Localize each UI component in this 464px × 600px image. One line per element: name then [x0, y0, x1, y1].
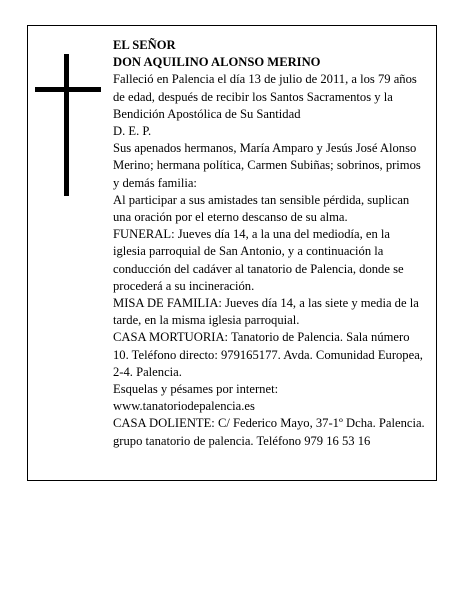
funeral-group-phone: grupo tanatorio de palencia. Teléfono 979 16 53 16	[113, 433, 371, 448]
death-announcement: Falleció en Palencia el día 13 de julio de 2011, a los 79 años de edad, después de recibir los Santos Sacramentos y la Bendición Apostólica de Su Santidad	[113, 72, 417, 121]
funeral-home-details: CASA MORTUORIA: Tanatorio de Palencia. Sala número 10. Teléfono directo: 979165177. Avda. Comunidad Europea, 2-4. Palencia.	[113, 330, 423, 379]
funeral-home-website: www.tanatoriodepalencia.es	[113, 399, 255, 414]
funeral-details: FUNERAL: Jueves día 14, a la una del mediodía, en la iglesia parroquial de San Antonio, y a continuación la conducción del cadáver al tanatorio de Palencia, donde se procederá a su incineración.	[113, 227, 404, 293]
obituary-text	[113, 37, 425, 450]
mourning-house-address: CASA DOLIENTE: C/ Federico Mayo, 37-1º Dcha. Palencia.	[113, 416, 425, 431]
cross-horizontal-bar	[35, 87, 101, 92]
cross-icon	[35, 54, 101, 196]
cross-vertical-bar	[64, 54, 69, 196]
deceased-name: DON AQUILINO ALONSO MERINO	[113, 55, 321, 70]
internet-condolences-label: Esquelas y pésames por internet:	[113, 382, 279, 397]
family-mass-details: MISA DE FAMILIA: Jueves día 14, a las siete y media de la tarde, en la misma iglesia parroquial.	[113, 296, 419, 328]
prayer-request: Al participar a sus amistades tan sensible pérdida, suplican una oración por el eterno descanso de su alma.	[113, 192, 410, 225]
mourning-family: Sus apenados hermanos, María Amparo y Jesús José Alonso Merino; hermana política, Carmen Subiñas; sobrinos, primos y demás familia:	[113, 141, 421, 190]
deceased-title: EL SEÑOR	[113, 38, 176, 52]
rip-abbreviation: D. E. P.	[113, 124, 152, 139]
